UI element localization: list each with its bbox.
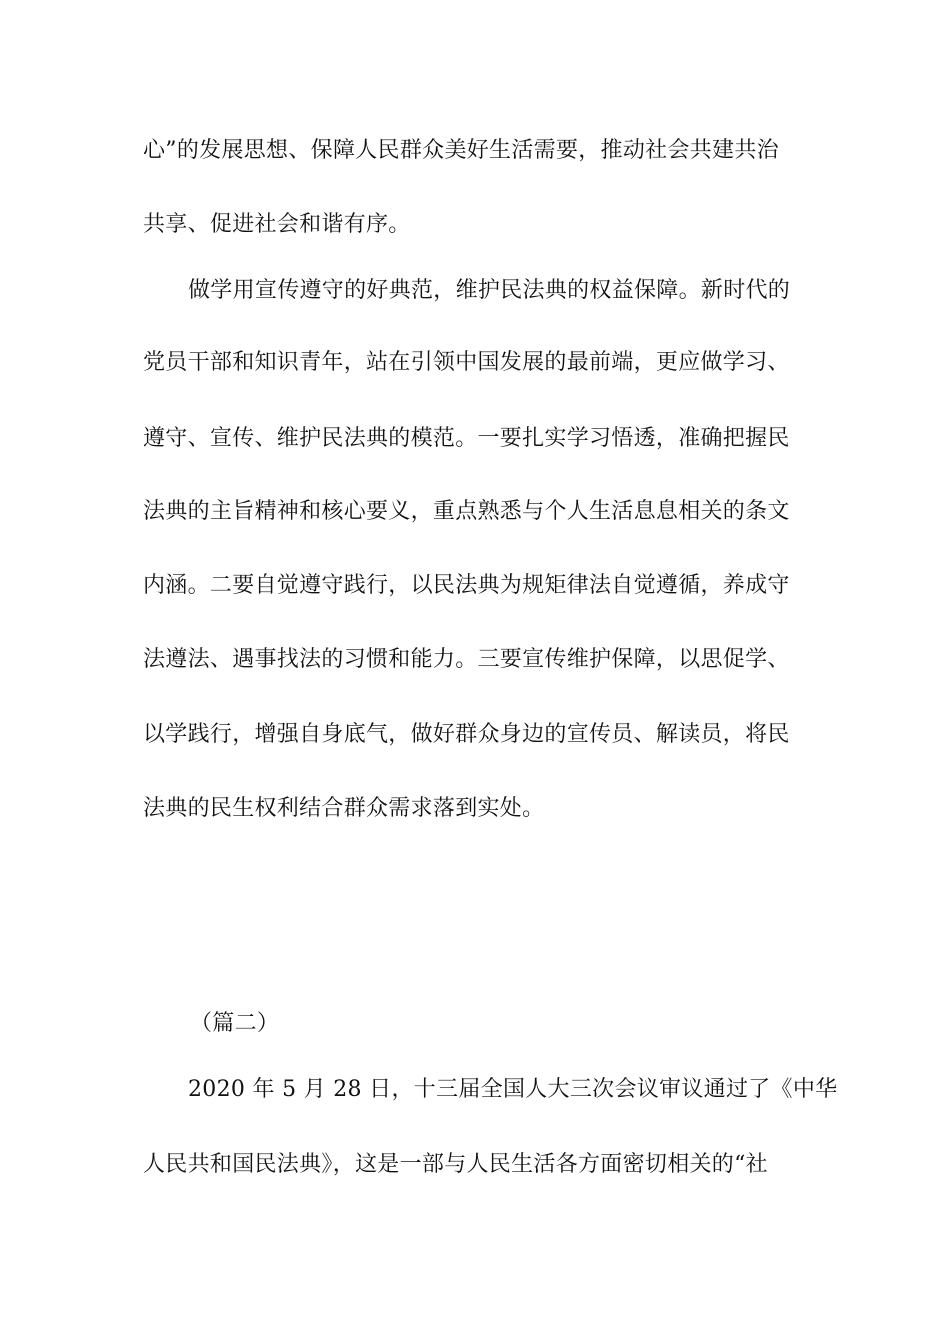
text-line: 遵守、宣传、维护民法典的模范。一要扎实学习悟透，准确把握民 — [143, 426, 790, 451]
text-line: 人民共和国民法典》，这是一部与人民生活各方面密切相关的“社 — [143, 1152, 768, 1177]
text-line: 2020 年 5 月 28 日，十三届全国人大三次会议审议通过了《中华 — [188, 1077, 838, 1102]
text-line: 党员干部和知识青年，站在引领中国发展的最前端，更应做学习、 — [143, 350, 790, 375]
text-line: 心”的发展思想、保障人民群众美好生活需要，推动社会共建共治 — [143, 138, 779, 163]
text-line: 共享、促进社会和谐有序。 — [143, 212, 411, 237]
text-line: 内涵。二要自觉遵守践行，以民法典为规矩律法自觉遵循，养成守 — [143, 573, 790, 598]
text-line: 法典的主旨精神和核心要义，重点熟悉与个人生活息息相关的条文 — [143, 499, 790, 524]
text-line: 以学践行，增强自身底气，做好群众身边的宣传员、解读员，将民 — [143, 722, 790, 747]
section-heading: （篇二） — [190, 1011, 280, 1036]
text-line: 做学用宣传遵守的好典范，维护民法典的权益保障。新时代的 — [188, 278, 791, 303]
text-line: 法遵法、遇事找法的习惯和能力。三要宣传维护保障，以思促学、 — [143, 647, 790, 672]
text-line: 法典的民生权利结合群众需求落到实处。 — [143, 796, 545, 821]
